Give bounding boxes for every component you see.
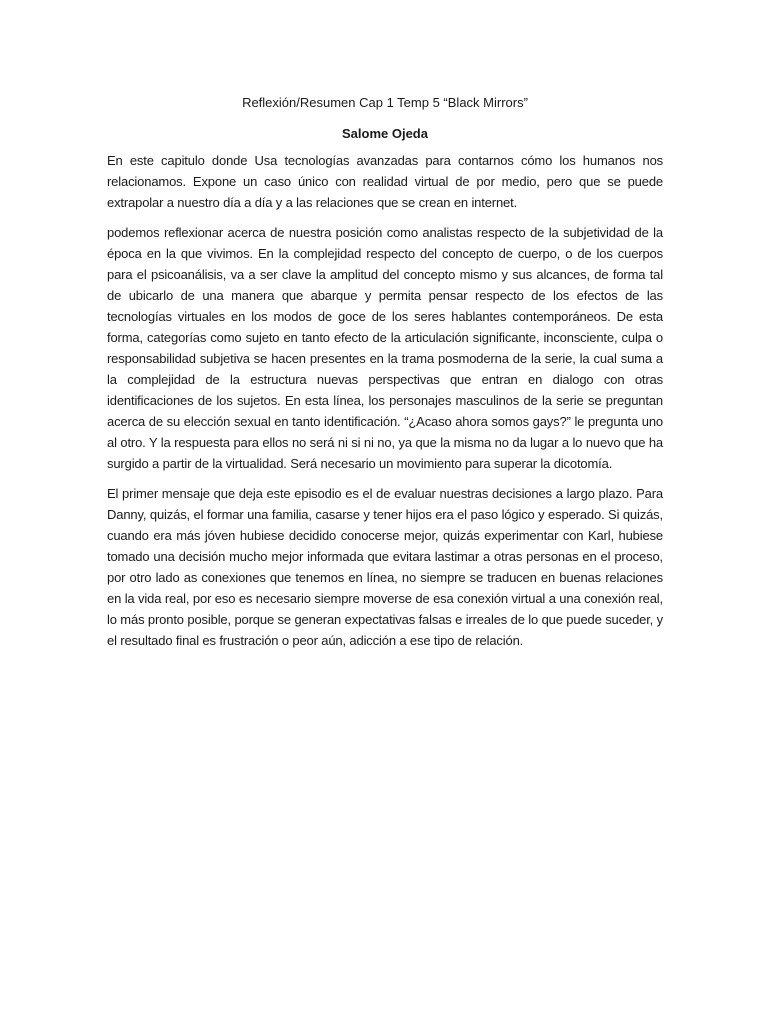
paragraph-message: El primer mensaje que deja este episodio es el de evaluar nuestras decisiones a largo plazo. Para Danny, quizás, el formar una familia, casarse y tener hijos era el paso lógico y esperado. Si quizás, cuando era más jóven hubiese decidido conocerse mejor, quizás experimentar con Karl, hubiese tomado una decisión mucho mejor informada que evitara lastimar a otras personas en el proceso, por otro lado as conexiones que tenemos en línea, no siempre se traducen en buenas relaciones en la vida real, por eso es necesario siempre moverse de esa conexión virtual a una conexión real, lo más pronto posible, porque se generan expectativas falsas e irreales de lo que puede suceder, y el resultado final es frustración o peor aún, adicción a ese tipo de relación. [107,486,663,648]
paragraph-intro: En este capitulo donde Usa tecnologías avanzadas para contarnos cómo los humanos nos relacionamos. Expone un caso único con realidad virtual de por medio, pero que se puede extrapolar a nuestro día a día y a las relaciones que se crean en internet. [107,153,663,210]
document-body [107,92,663,660]
document-author: Salome Ojeda [342,126,428,141]
paragraph-reflection: podemos reflexionar acerca de nuestra posición como analistas respecto de la subjetividad de la época en la que vivimos. En la complejidad respecto del concepto de cuerpo, o de los cuerpos para el psicoanálisis, va a ser clave la amplitud del concepto mismo y sus alcances, de forma tal de ubicarlo de una manera que abarque y permita pensar respecto de los efectos de las tecnologías virtuales en los modos de goce de los seres hablantes contemporáneos. De esta forma, categorías como sujeto en tanto efecto de la articulación significante, inconsciente, culpa o responsabilidad subjetiva se hacen presentes en la trama posmoderna de la serie, la cual suma a la complejidad de la estructura nuevas perspectivas que entran en dialogo con otras identificaciones de los sujetos. En esta línea, los personajes masculinos de la serie se preguntan acerca de su elección sexual en tanto identificación. “¿Acaso ahora somos gays?” le pregunta uno al otro. Y la respuesta para ellos no será ni si ni no, ya que la misma no da lugar a lo nuevo que ha surgido a partir de la virtualidad. Será necesario un movimiento para superar la dicotomía. [107,225,663,471]
document-title: Reflexión/Resumen Cap 1 Temp 5 “Black Mirrors” [242,95,528,110]
